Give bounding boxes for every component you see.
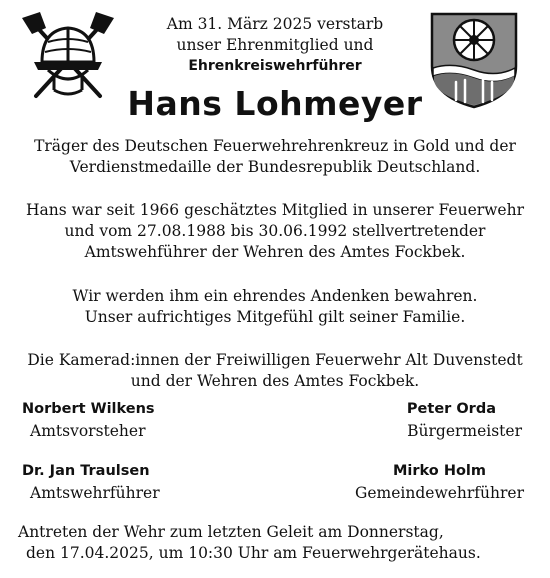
text-line: Amtswehführer der Wehren des Amtes Fockbek. xyxy=(84,243,466,261)
text-line: und der Wehren des Amtes Fockbek. xyxy=(130,372,420,390)
text-line: Träger des Deutschen Feuerwehrehrenkreuz in Gold und der xyxy=(34,137,516,155)
senders-paragraph xyxy=(8,350,542,392)
text-line: Hans war seit 1966 geschätztes Mitglied in unserer Feuerwehr xyxy=(26,201,524,219)
signatory-name: Peter Orda xyxy=(406,401,496,417)
signatory-title: Amtsvorsteher xyxy=(30,422,146,440)
announcement-header xyxy=(130,14,420,76)
deceased-name: Hans Lohmeyer xyxy=(127,84,423,123)
signatory-title: Bürgermeister xyxy=(407,422,522,440)
text-line: und vom 27.08.1988 bis 30.06.1992 stellvertretender xyxy=(64,222,486,240)
funeral-notice xyxy=(18,522,538,564)
text-line: Verdienstmedaille der Bundesrepublik Deutschland. xyxy=(69,158,481,176)
text-line: Die Kamerad:innen der Freiwilligen Feuerwehr Alt Duvenstedt xyxy=(27,351,523,369)
awards-paragraph xyxy=(8,136,542,178)
text-line: Antreten der Wehr zum letzten Geleit am Donnerstag, xyxy=(18,523,444,541)
signature-block xyxy=(302,398,522,442)
memory-paragraph xyxy=(8,286,542,328)
announcement-line-role: unser Ehrenmitglied und xyxy=(176,36,374,54)
signature-block xyxy=(284,460,524,504)
announcement-line-title: Ehrenkreiswehrführer xyxy=(188,58,362,74)
text-line: Unser aufrichtiges Mitgefühl gilt seiner Familie. xyxy=(84,308,466,326)
signatory-name: Mirko Holm xyxy=(393,463,486,479)
text-line: Wir werden ihm ein ehrendes Andenken bewahren. xyxy=(72,287,478,305)
announcement-line-date: Am 31. März 2025 verstarb xyxy=(166,15,384,33)
text-line: den 17.04.2025, um 10:30 Uhr am Feuerwehrgerätehaus. xyxy=(26,544,481,562)
signature-block xyxy=(22,398,155,442)
signatory-name: Norbert Wilkens xyxy=(22,401,155,417)
signatory-title: Amtswehrführer xyxy=(30,484,160,502)
signatory-name: Dr. Jan Traulsen xyxy=(22,463,150,479)
career-paragraph xyxy=(8,200,542,263)
signature-block xyxy=(22,460,160,504)
signatory-title: Gemeindewehrführer xyxy=(355,484,524,502)
